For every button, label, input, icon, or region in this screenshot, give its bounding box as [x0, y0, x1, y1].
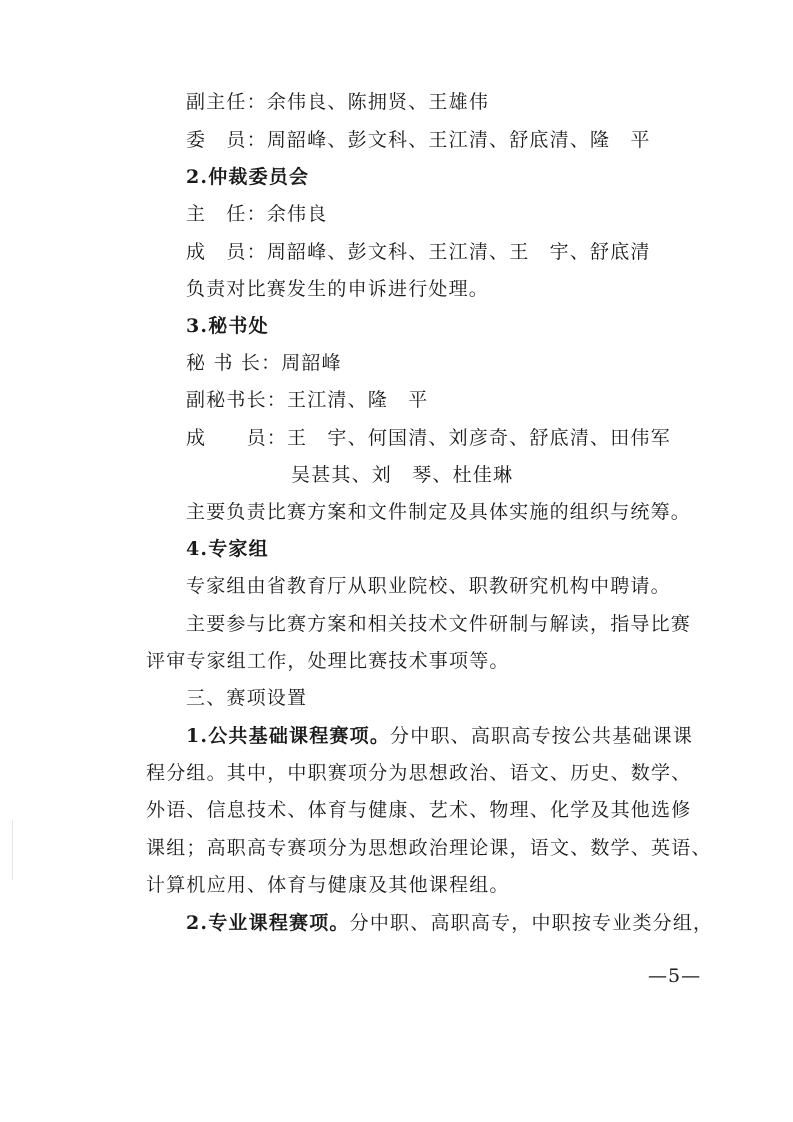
- arbitration-members-line: [186, 240, 651, 264]
- experts-line1: 专家组由省教育厅从职业院校、职教研究机构中聘请。: [186, 575, 671, 597]
- deputy-secretary-line: [186, 388, 428, 412]
- secretary-general-label: 秘 书 长：: [186, 352, 282, 374]
- secretary-general-name: 周韶峰: [281, 352, 342, 374]
- page-number: —5—: [648, 965, 702, 987]
- item1-title: 1.公共基础课程赛项。: [186, 725, 391, 747]
- section3-heading: 三、赛项设置: [186, 687, 308, 709]
- arbitration-members-label: 成 员：: [186, 241, 267, 263]
- committee-members-label: 委 员：: [186, 129, 267, 151]
- arbitration-members-names: 周韶峰、彭文科、王江清、王 宇、舒底清: [266, 241, 651, 263]
- item1-line1: [186, 724, 693, 748]
- secretariat-duty: 主要负责比赛方案和文件制定及具体实施的组织与统筹。: [186, 501, 692, 523]
- deputy-secretary-names: 王江清、隆 平: [287, 389, 429, 411]
- committee-members-names: 周韶峰、彭文科、王江清、舒底清、隆 平: [266, 129, 651, 151]
- committee-members-line: [186, 128, 651, 152]
- secretariat-members-label: 成 员：: [186, 427, 288, 449]
- arbitration-director-line: [186, 202, 327, 226]
- secretariat-members-line: [186, 426, 671, 450]
- arbitration-director-name: 余伟良: [266, 203, 328, 225]
- secretariat-members-line2: 吴甚其、刘 琴、杜佳琳: [291, 464, 514, 486]
- secretariat-heading: 3.秘书处: [186, 315, 269, 337]
- item2-title: 2.专业课程赛项。: [186, 912, 350, 934]
- vice-director-names: 余伟良、陈拥贤、王雄伟: [266, 91, 490, 113]
- deputy-secretary-label: 副秘书长：: [186, 389, 288, 411]
- vice-director-label: 副主任：: [186, 91, 267, 113]
- experts-line2: 主要参与比赛方案和相关技术文件研制与解读，指导比赛: [186, 613, 692, 635]
- item1-line2: 程分组。其中，中职赛项分为思想政治、语文、历史、数学、: [146, 762, 692, 784]
- arbitration-heading: 2.仲裁委员会: [186, 166, 310, 188]
- arbitration-director-label: 主 任：: [186, 203, 267, 225]
- vice-director-line: [186, 90, 489, 114]
- arbitration-duty: 负责对比赛发生的申诉进行处理。: [186, 278, 490, 300]
- secretary-general-line: [186, 351, 342, 375]
- scan-edge-mark: [12, 820, 13, 880]
- item2-line1: [186, 911, 713, 935]
- secretariat-members-line1: 王 宇、何国清、刘彦奇、舒底清、田伟军: [287, 427, 671, 449]
- item2-line1-rest: 分中职、高职高专，中职按专业类分组，: [349, 912, 714, 934]
- item1-line5: 计算机应用、体育与健康及其他课程组。: [146, 874, 510, 896]
- item1-line4: 课组；高职高专赛项分为思想政治理论课，语文、数学、英语、: [146, 837, 712, 859]
- experts-line3: 评审专家组工作，处理比赛技术事项等。: [146, 650, 510, 672]
- experts-heading: 4.专家组: [186, 538, 269, 560]
- item1-line3: 外语、信息技术、体育与健康、艺术、物理、化学及其他选修: [146, 799, 692, 821]
- item1-line1-rest: 分中职、高职高专按公共基础课课: [390, 725, 694, 747]
